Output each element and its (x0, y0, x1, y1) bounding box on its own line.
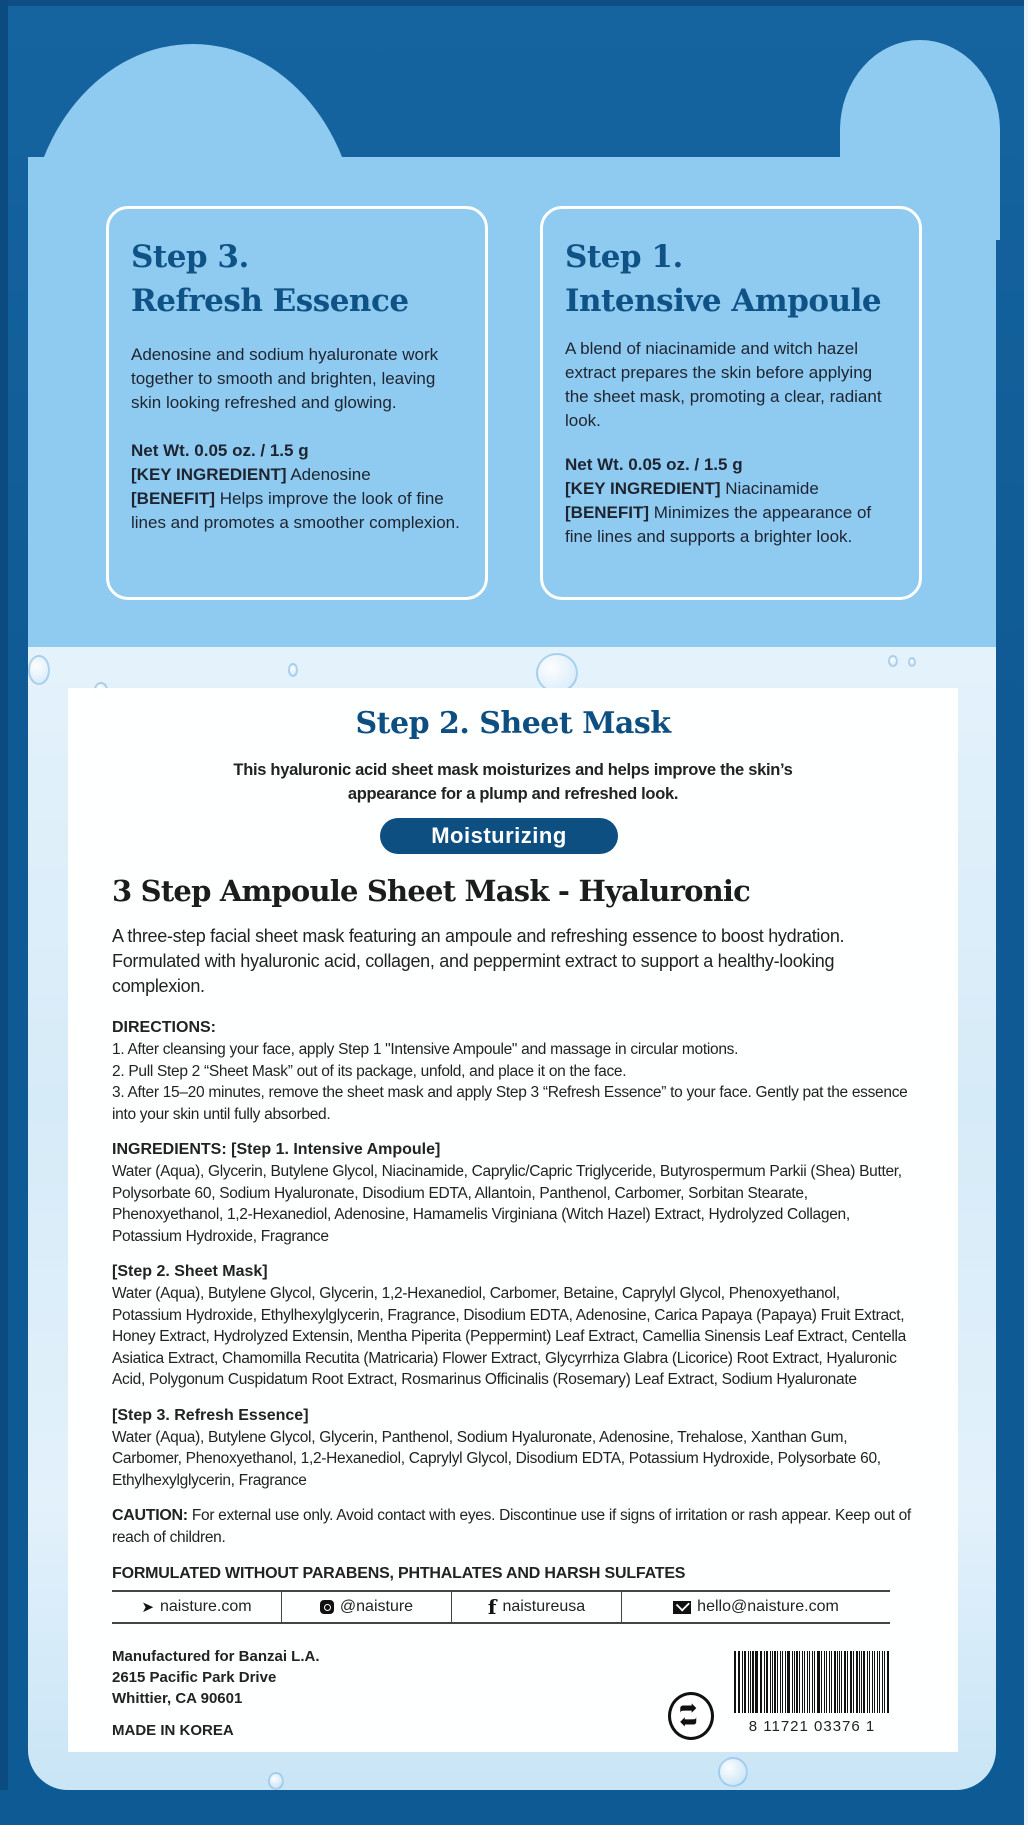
barcode-bar (841, 1651, 842, 1713)
directions-section (112, 1017, 912, 1125)
barcode-bar (834, 1651, 836, 1713)
step3-title (131, 235, 463, 323)
barcode-bar (770, 1651, 771, 1713)
barcode-bar (782, 1651, 784, 1713)
barcode-bar (804, 1651, 806, 1713)
ingredients-step1-list: Water (Aqua), Glycerin, Butylene Glycol, Niacinamide, Caprylic/Capric Triglyceride, Butyrospermum Parkii (Shea) Butter, Polysorbate 60, Sodium Hyaluronate, Disodium EDTA, Allantoin, Panthenol, Carbomer, Sorbitan Stearate, Phenoxyethanol, 1,2-Hexanediol, Adenosine, Hamamelis Virginiana (Witch Hazel) Extract, Hydrolyzed Collagen, Potassium Hydroxide, Fragrance (112, 1163, 902, 1245)
ingredients-step1-heading: INGREDIENTS: [Step 1. Intensive Ampoule] (112, 1141, 441, 1158)
barcode-bar (839, 1651, 840, 1713)
ingredients-step2-list: Water (Aqua), Butylene Glycol, Glycerin, 1,2-Hexanediol, Carbomer, Betaine, Caprylyl Glycol, Phenoxyethanol, Potassium Hydroxide, Ethylhexylglycerin, Fragrance, Disodium EDTA, Adenosine, Carica Papaya (Papaya) Fruit Extract, Honey Extract, Hydrolyzed Extensin, Mentha Piperita (Peppermint) Leaf Extract, Camellia Sinensis Leaf Extract, Centella Asiatica Extract, Chamomilla Recutita (Matricaria) Flower Extract, Glycyrrhiza Glabra (Licorice) Root Extract, Hyaluronic Acid, Polygonum Cuspidatum Root Extract, Rosmarinus Officinalis (Rosemary) Leaf Extract, Sodium Hyaluronate (112, 1285, 906, 1388)
formulated-without: FORMULATED WITHOUT PARABENS, PHTHALATES AND HARSH SULFATES (112, 1564, 686, 1582)
made-in-korea: MADE IN KOREA (112, 1722, 234, 1739)
package-bottom-edge (0, 1790, 1024, 1825)
barcode-bar (853, 1651, 854, 1713)
contact-facebook[interactable] (452, 1592, 622, 1622)
step3-net-weight: Net Wt. 0.05 oz. / 1.5 g (131, 441, 309, 460)
step1-title (565, 235, 897, 323)
barcode-bar (780, 1651, 781, 1713)
caution-label: CAUTION: (112, 1507, 188, 1524)
barcode-bar (792, 1651, 793, 1713)
barcode-bar (821, 1651, 822, 1713)
barcode-bar (859, 1651, 860, 1713)
barcode-bar (761, 1651, 762, 1713)
instagram-icon (320, 1600, 334, 1614)
barcode-bar (750, 1651, 751, 1713)
product-intro: A three-step facial sheet mask featuring an ampoule and refreshing essence to boost hydration. Formulated with hyaluronic acid, collagen, and peppermint extract to support a healthy-looking complexion. (112, 926, 845, 996)
step1-key-ingredient-label: [KEY INGREDIENT] (565, 479, 721, 498)
contact-email-label: hello@naisture.com (697, 1598, 839, 1615)
product-details (112, 924, 912, 1585)
bubble-decoration (28, 655, 50, 685)
barcode-bar (760, 1651, 761, 1713)
step1-benefit: Minimizes the appearance of fine lines and supports a brighter look. (565, 503, 872, 546)
bubble-decoration (888, 655, 898, 667)
green-dot-recycle-icon (668, 1692, 714, 1740)
step3-card (106, 206, 488, 600)
barcode-number: 8 11721 03376 1 (748, 1718, 876, 1735)
barcode-bar (826, 1651, 828, 1713)
contact-website-label: naisture.com (159, 1598, 252, 1615)
step3-benefit: Helps improve the look of fine lines and promotes a smoother complexion. (131, 489, 460, 532)
step1-key-ingredient: Niacinamide (725, 479, 819, 498)
package-top-edge (0, 0, 1024, 6)
step2-description-line2: appearance for a plump and refreshed look. (347, 785, 679, 803)
barcode-bar (863, 1651, 865, 1713)
directions-heading: DIRECTIONS: (112, 1019, 216, 1036)
contact-instagram[interactable] (282, 1592, 452, 1622)
barcode-bar (734, 1651, 736, 1713)
barcode-bar (772, 1651, 773, 1713)
barcode (734, 1651, 890, 1713)
barcode-bar (867, 1651, 868, 1713)
barcode-bar (755, 1651, 758, 1713)
direction-step-1: 1. After cleansing your face, apply Step 1 "Intensive Ampoule" and massage in circular motions. (112, 1041, 739, 1058)
barcode-bar (850, 1651, 853, 1713)
step1-benefit-label: [BENEFIT] (565, 503, 650, 522)
barcode-bar (748, 1651, 749, 1713)
barcode-bar (884, 1651, 885, 1713)
ingredients-step1-section (112, 1139, 912, 1247)
barcode-bar (764, 1651, 765, 1713)
manufacturer-line2: 2615 Pacific Park Drive (112, 1669, 277, 1686)
barcode-bar (887, 1651, 889, 1713)
barcode-bar (766, 1651, 768, 1713)
barcode-bar (777, 1651, 778, 1713)
barcode-bar (829, 1651, 830, 1713)
bubble-decoration (288, 663, 298, 677)
step1-net-weight: Net Wt. 0.05 oz. / 1.5 g (565, 455, 743, 474)
ingredients-step3-list: Water (Aqua), Butylene Glycol, Glycerin, Panthenol, Sodium Hyaluronate, Adenosine, Trehalose, Xanthan Gum, Carbomer, Phenoxyethanol, 1,2-Hexanediol, Caprylyl Glycol, Disodium EDTA, Potassium Hydroxide, Polysorbate 60, Ethylhexylglycerin, Fragrance (112, 1428, 881, 1489)
step1-description: A blend of niacinamide and witch hazel extract prepares the skin before applying the sheet mask, promoting a clear, radiant look. (565, 339, 882, 430)
barcode-bar (794, 1651, 795, 1713)
barcode-bar (872, 1651, 874, 1713)
step3-key-ingredient: Adenosine (290, 465, 371, 484)
contact-bar (112, 1590, 890, 1624)
manufacturer-line3: Whittier, CA 90601 (112, 1690, 243, 1707)
contact-email[interactable] (622, 1592, 890, 1622)
bubble-decoration (536, 653, 578, 693)
step3-title-line1: Step 3. (131, 239, 249, 275)
barcode-bar (812, 1651, 813, 1713)
info-panel (68, 688, 958, 1752)
barcode-bar (739, 1651, 740, 1713)
ingredients-step3-section (112, 1405, 912, 1492)
direction-step-3: 3. After 15–20 minutes, remove the sheet mask and apply Step 3 “Refresh Essence” to your face. Gently pat the essence into your skin until fully absorbed. (112, 1084, 908, 1123)
barcode-bar (738, 1651, 739, 1713)
step1-title-line1: Step 1. (565, 239, 683, 275)
ingredients-step2-heading: [Step 2. Sheet Mask] (112, 1263, 268, 1280)
product-title: 3 Step Ampoule Sheet Mask - Hyaluronic (112, 874, 750, 908)
moisturizing-badge: Moisturizing (380, 818, 618, 854)
barcode-bar (742, 1651, 743, 1713)
manufacturer-info (112, 1646, 320, 1709)
barcode-bar (831, 1651, 832, 1713)
step1-card (540, 206, 922, 600)
barcode-bar (844, 1651, 846, 1713)
step3-description: Adenosine and sodium hyaluronate work together to smooth and brighten, leaving skin looking refreshed and glowing. (131, 345, 439, 412)
barcode-bar (809, 1651, 810, 1713)
barcode-bar (837, 1651, 838, 1713)
barcode-bar (882, 1651, 883, 1713)
mail-icon (673, 1601, 691, 1614)
barcode-bar (877, 1651, 878, 1713)
step2-title: Step 2. Sheet Mask (355, 706, 671, 741)
manufacturer-line1: Manufactured for Banzai L.A. (112, 1648, 320, 1665)
bubble-decoration (908, 657, 916, 667)
step3-specs (131, 439, 463, 535)
facebook-icon: f (487, 1595, 497, 1619)
barcode-bar (856, 1651, 858, 1713)
barcode-bar (807, 1651, 808, 1713)
cursor-icon: ➤ (141, 1599, 154, 1616)
caution-section (112, 1505, 912, 1549)
step1-title-line2: Intensive Ampoule (565, 283, 882, 319)
step3-title-line2: Refresh Essence (131, 283, 409, 319)
barcode-bar (787, 1651, 790, 1713)
package-left-edge (0, 0, 8, 1825)
barcode-bar (802, 1651, 803, 1713)
contact-website[interactable] (112, 1592, 282, 1622)
barcode-bar (814, 1651, 816, 1713)
barcode-bar (869, 1651, 870, 1713)
bubble-decoration (718, 1757, 748, 1787)
barcode-bar (874, 1651, 875, 1713)
bubble-decoration (268, 1772, 284, 1790)
barcode-bar (817, 1651, 820, 1713)
barcode-bar (774, 1651, 776, 1713)
direction-step-2: 2. Pull Step 2 “Sheet Mask” out of its package, unfold, and place it on the face. (112, 1062, 627, 1080)
ingredients-step3-heading: [Step 3. Refresh Essence] (112, 1406, 309, 1424)
contact-instagram-label: @naisture (339, 1598, 414, 1615)
barcode-bar (744, 1651, 746, 1713)
barcode-bar (796, 1651, 798, 1713)
barcode-bar (879, 1651, 881, 1713)
ingredients-step2-section (112, 1261, 912, 1391)
step2-description-line1: This hyaluronic acid sheet mask moisturizes and helps improve the skin’s (233, 761, 793, 779)
barcode-bar (861, 1651, 862, 1713)
barcode-bar (824, 1651, 825, 1713)
step3-key-ingredient-label: [KEY INGREDIENT] (131, 465, 287, 484)
contact-facebook-label: naistureusa (502, 1598, 586, 1615)
barcode-bar (785, 1651, 786, 1713)
barcode-bar (847, 1651, 848, 1713)
step1-specs (565, 453, 897, 549)
step3-benefit-label: [BENEFIT] (131, 489, 216, 508)
step2-description (68, 758, 958, 806)
barcode-bar (752, 1651, 754, 1713)
caution-text: For external use only. Avoid contact with eyes. Discontinue use if signs of irritation or rash appear. Keep out of reach of children. (112, 1507, 911, 1546)
barcode-bar (799, 1651, 800, 1713)
